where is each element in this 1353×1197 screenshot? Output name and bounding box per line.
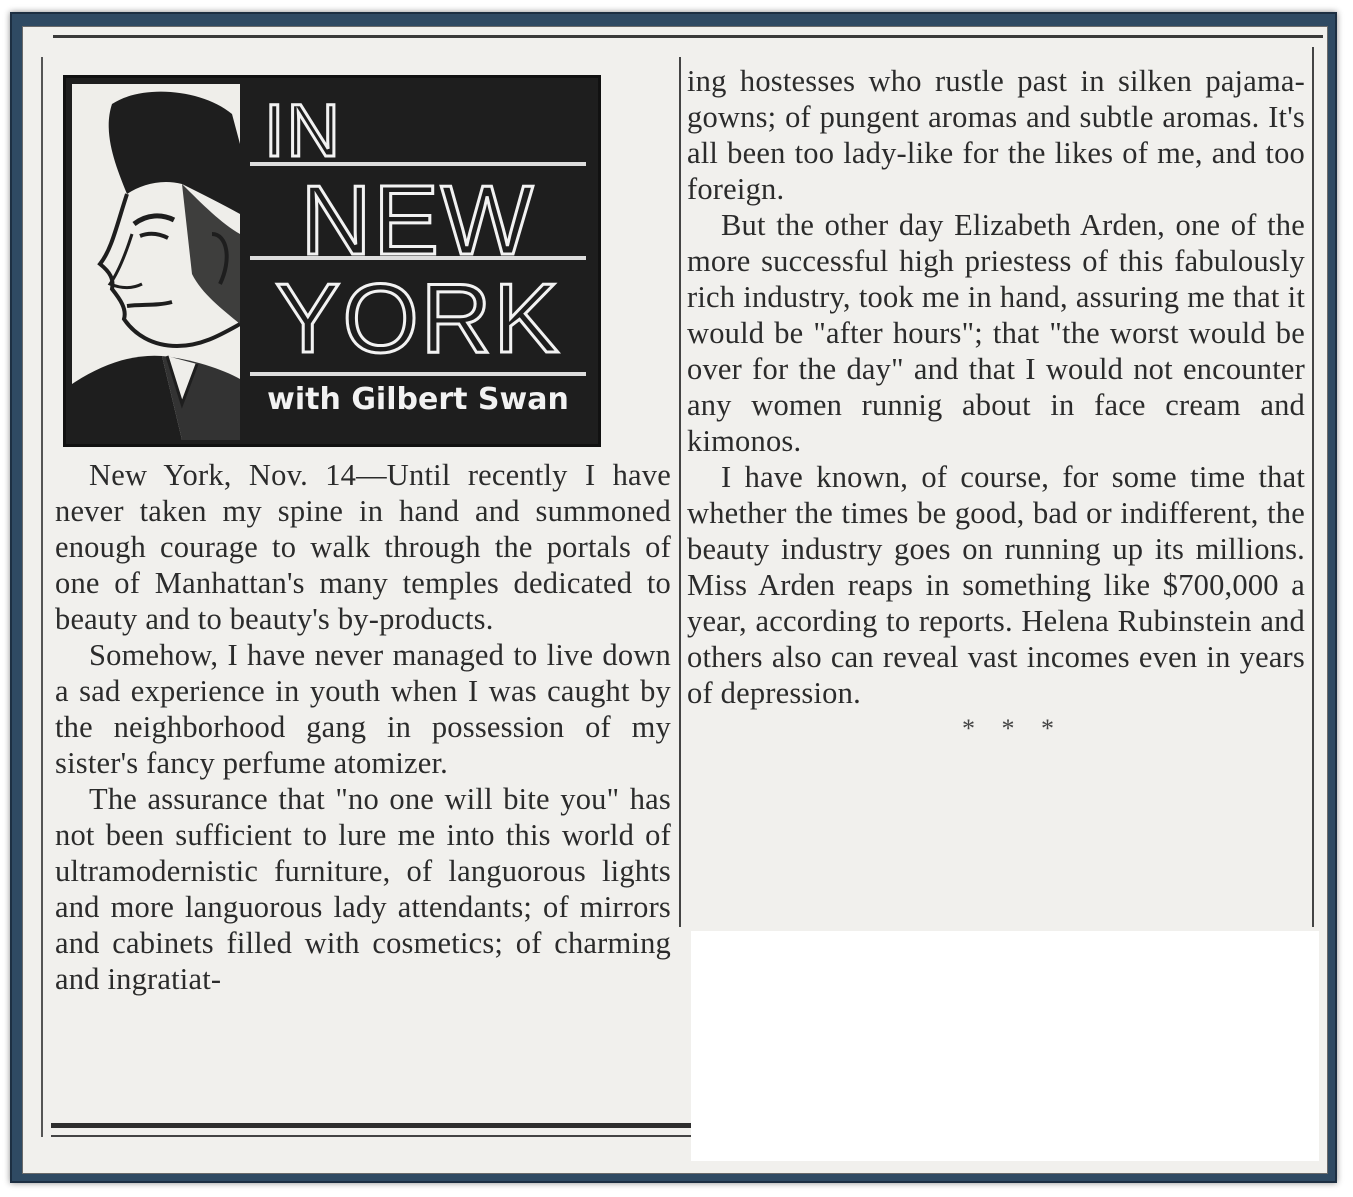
masthead-title-york: YORK [275,263,561,373]
right-column-rule [1312,47,1314,927]
author-portrait-drawing [72,84,240,440]
masthead-title-panel [244,84,592,440]
author-portrait [72,84,240,440]
masthead-byline: with Gilbert Swan [267,382,569,417]
right-column [687,63,1305,747]
left-column [55,457,671,997]
bottom-rule-thin [51,1135,691,1137]
top-rule [53,35,1323,38]
masthead-title-new: NEW [300,165,536,275]
paragraph: Somehow, I have never managed to live down a sad experience in youth when I was caught by the neighborhood gang in possession of my sister's fancy perfume atomizer. [55,638,671,780]
blank-area [691,931,1319,1161]
masthead-title-in: IN [264,89,342,172]
paragraph: I have known, of course, for some time that whether the times be good, bad or indifferent, the beauty industry goes on running up its millions. Miss Arden reaps in something like $700,000 a year, according to reports. Helena Rubinstein and others also can reveal vast incomes even in years of depression. [687,460,1305,710]
bottom-rule [51,1123,691,1128]
column-divider [679,57,681,927]
paragraph: New York, Nov. 14—Until recently I have never taken my spine in hand and summoned enough courage to walk through the portals of one of Manhattan's many temples dedicated to beauty and to beauty's by-products. [55,458,671,636]
paragraph: But the other day Elizabeth Arden, one of the more successful high priestess of this fabulously rich industry, took me in hand, assuring me that it would be "after hours"; that "the worst would be over for the day" and that I would not encounter any women runnig about in face cream and kimonos. [687,208,1305,458]
section-separator: * * * [962,714,1064,743]
newspaper-clipping [22,26,1328,1174]
paragraph-continuation: ing hostesses who rustle past in silken pajama-gowns; of pungent aromas and subtle aromas. It's all been too lady-like for the likes of me, and too foreign. [687,64,1305,206]
column-masthead [63,75,601,447]
paragraph: The assurance that "no one will bite you" has not been sufficient to lure me into this world of ultramodernistic furniture, of languorous lights and more languorous lady attendants; of mirrors and cabinets filled with cosmetics; of charming and ingratiat- [55,782,671,996]
left-column-rule [41,57,43,1137]
